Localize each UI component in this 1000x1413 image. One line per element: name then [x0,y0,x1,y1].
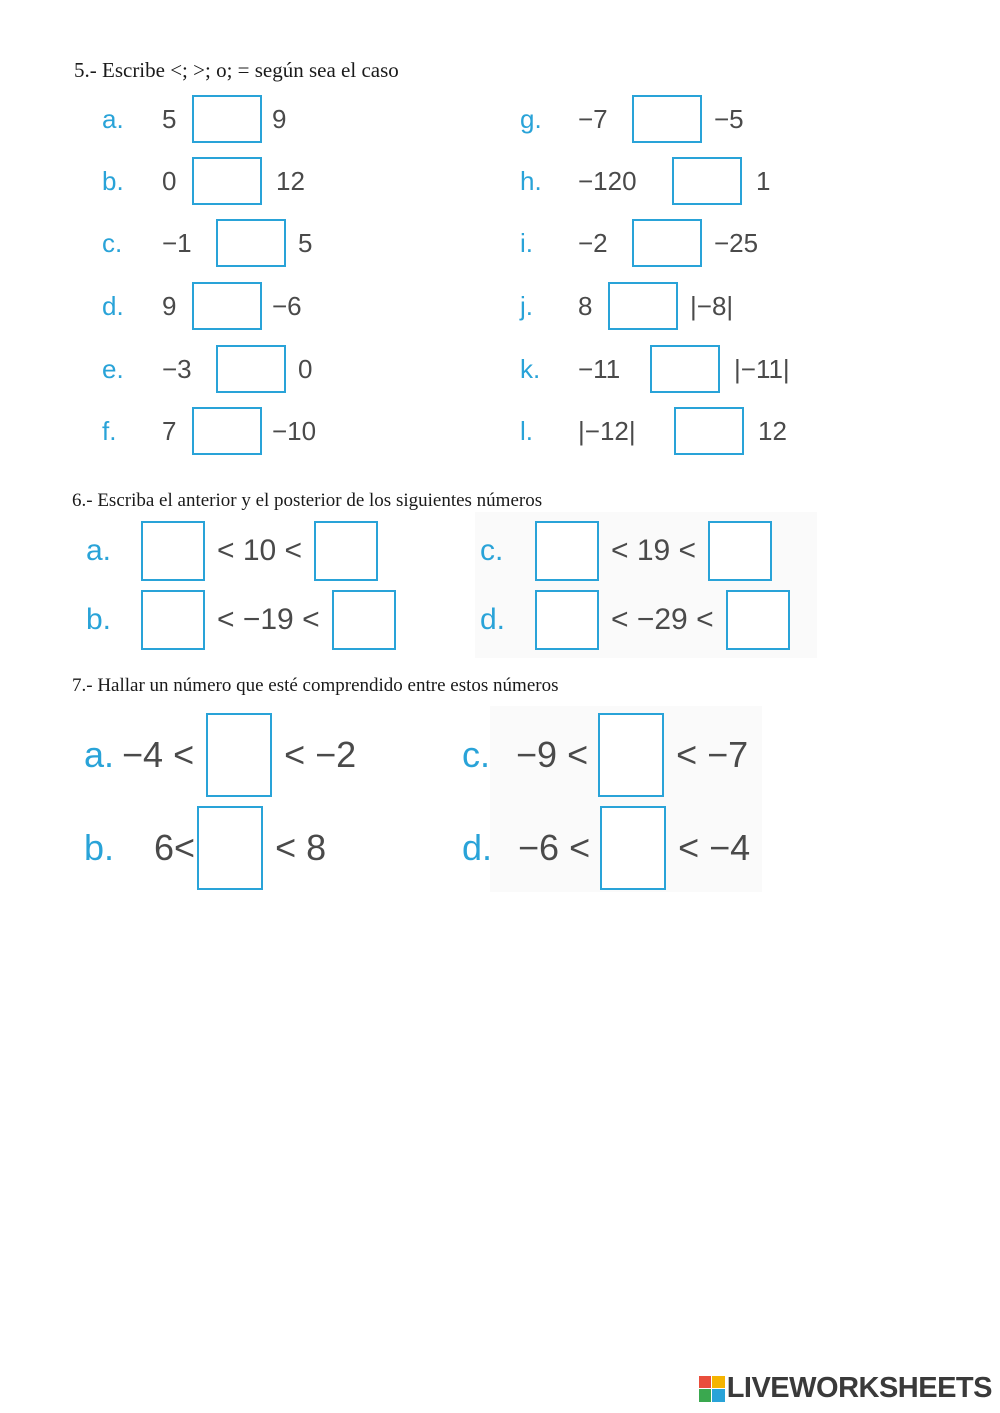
between-number-box[interactable] [598,713,664,797]
left-operand: 7 [162,415,177,446]
right-operand: 1 [756,165,771,196]
left-operand: −7 [578,103,608,134]
section-6-heading: 6.- Escriba el anterior y el posterior de los siguientes números [72,490,543,511]
item-5f [102,406,316,456]
item-letter: c. [480,534,504,567]
lower-bound: −4 < [122,734,195,775]
comparison-expression: < −19 < [217,603,320,636]
item-letter: d. [480,603,506,636]
item-letter: b. [84,827,115,868]
item-letter: b. [102,165,124,196]
answer-box[interactable] [216,345,286,393]
upper-bound: < −4 [678,827,751,868]
previous-number-box[interactable] [535,590,599,650]
item-letter: d. [102,290,124,321]
item-7a [84,713,356,797]
between-number-box[interactable] [600,806,666,890]
next-number-box[interactable] [332,590,396,650]
comparison-expression: < 19 < [611,534,697,567]
lower-bound: −6 < [518,827,591,868]
answer-box[interactable] [608,282,678,330]
answer-box[interactable] [632,219,702,267]
right-operand: |−8| [690,290,734,321]
right-operand: 0 [298,353,313,384]
left-operand: −2 [578,227,608,258]
upper-bound: < 8 [275,827,327,868]
upper-bound: < −7 [676,734,749,775]
answer-box[interactable] [650,345,720,393]
item-6b [86,589,396,651]
upper-bound: < −2 [284,734,357,775]
item-letter: g. [520,103,542,134]
item-5k [520,344,790,394]
item-letter: c. [102,227,123,258]
liveworksheets-logo [699,1372,992,1405]
section-5-heading: 5.- Escribe <; >; o; = según sea el caso [74,58,399,82]
right-operand: 9 [272,103,287,134]
section-7-heading: 7.- Hallar un número que esté comprendido entre estos números [72,675,559,696]
item-letter: d. [462,827,493,868]
item-letter: a. [84,734,115,775]
item-5l [520,406,787,456]
item-6a [86,520,378,582]
item-5b [102,156,305,206]
item-7c [462,713,748,797]
item-5a [102,94,286,144]
item-5g [520,94,744,144]
answer-box[interactable] [672,157,742,205]
answer-box[interactable] [632,95,702,143]
item-letter: k. [520,353,541,384]
answer-box[interactable] [674,407,744,455]
item-5e [102,344,312,394]
lower-bound: 6< [154,827,196,868]
item-letter: b. [86,603,112,636]
right-operand: −6 [272,290,302,321]
right-operand: 5 [298,227,313,258]
item-letter: a. [86,534,112,567]
item-7d [462,806,750,890]
logo-icon [699,1376,725,1402]
item-letter: a. [102,103,124,134]
between-number-box[interactable] [197,806,263,890]
item-letter: e. [102,353,124,384]
right-operand: |−11| [734,353,790,384]
answer-box[interactable] [216,219,286,267]
left-operand: −3 [162,353,192,384]
item-5c [102,218,312,268]
previous-number-box[interactable] [141,521,205,581]
between-number-box[interactable] [206,713,272,797]
item-letter: f. [102,415,117,446]
left-operand: −11 [578,353,621,384]
right-operand: −10 [272,415,317,446]
previous-number-box[interactable] [535,521,599,581]
answer-box[interactable] [192,282,262,330]
left-operand: |−12| [578,415,636,446]
next-number-box[interactable] [708,521,772,581]
brand-name: LIVEWORKSHEETS [726,1372,992,1404]
answer-box[interactable] [192,95,262,143]
right-operand: 12 [758,415,787,446]
left-operand: −1 [162,227,192,258]
left-operand: 0 [162,165,177,196]
item-6c [480,520,772,582]
left-operand: 9 [162,290,177,321]
item-5h [520,156,770,206]
item-5d [102,281,302,331]
item-6d [480,589,790,651]
next-number-box[interactable] [314,521,378,581]
answer-box[interactable] [192,157,262,205]
item-5i [520,218,758,268]
previous-number-box[interactable] [141,590,205,650]
left-operand: 5 [162,103,177,134]
item-letter: h. [520,165,542,196]
item-7b [84,806,326,890]
item-letter: j. [520,290,533,321]
lower-bound: −9 < [516,734,589,775]
next-number-box[interactable] [726,590,790,650]
item-5j [520,281,733,331]
item-letter: i. [520,227,533,258]
answer-box[interactable] [192,407,262,455]
right-operand: 12 [276,165,305,196]
comparison-expression: < −29 < [611,603,714,636]
left-operand: 8 [578,290,593,321]
right-operand: −5 [714,103,744,134]
item-letter: c. [462,734,491,775]
comparison-expression: < 10 < [217,534,303,567]
left-operand: −120 [578,165,637,196]
item-letter: l. [520,415,533,446]
right-operand: −25 [714,227,759,258]
